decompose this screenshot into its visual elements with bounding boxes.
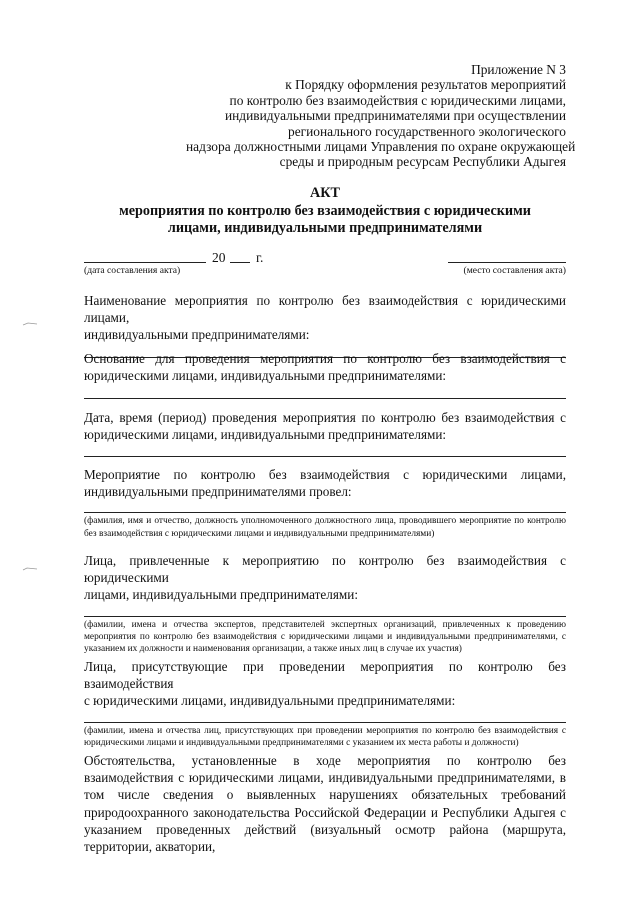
subtitle-line: мероприятия по контролю без взаимодействия с юридическими xyxy=(119,203,531,219)
section-present xyxy=(84,658,566,749)
section-text: Обстоятельства, установленные в ходе мероприятия по контролю без взаимодействия с юридическими лицами, индивидуальными предпринимателями, в том числе сведения о выявленных нарушениях обязательных требований природоохранного законодательства Российской Федерации и Республики Адыгея с указанием проведенных действий (визуальный осмотр района (маршрута, территории, акватории, xyxy=(84,753,566,855)
place-caption: (место составления акта) xyxy=(463,265,566,276)
section-text: Мероприятие по контролю без взаимодействия с юридическими лицами, xyxy=(84,467,566,482)
section-caption: (фамилии, имена и отчества экспертов, представителей экспертных организаций, привлеченных к проведению мероприятия по контролю без взаимодействия с юридическими лицами и индивидуальными предпринимателями, с указанием их должности и наименования организации, а также иных лиц в случае их участия) xyxy=(84,619,566,655)
subtitle-line: лицами, индивидуальными предпринимателями xyxy=(167,220,483,236)
section-text: лицами, индивидуальными предпринимателями: xyxy=(84,587,358,603)
section-conducted xyxy=(84,466,566,540)
section-datetime xyxy=(84,409,566,457)
section-circumstances xyxy=(84,752,566,855)
section-text: с юридическими лицами, индивидуальными предпринимателями: xyxy=(84,693,456,709)
date-place-line xyxy=(84,250,566,280)
appendix-line: Приложение N 3 xyxy=(471,62,566,77)
fill-line xyxy=(84,512,566,513)
appendix-line: регионального государственного экологического xyxy=(288,123,566,139)
section-text: Дата, время (период) проведения мероприятия по контролю без взаимодействия с xyxy=(84,410,566,425)
year-prefix: 20 xyxy=(212,250,226,265)
section-text: индивидуальными предпринимателями провел: xyxy=(84,484,352,500)
section-text: юридическими лицами, индивидуальными предпринимателями: xyxy=(84,368,447,384)
section-basis xyxy=(84,350,566,399)
section-name xyxy=(84,292,566,358)
section-text: Лица, привлеченные к мероприятию по контролю без взаимодействия с юридическими xyxy=(84,553,566,586)
fill-line xyxy=(84,456,566,457)
section-involved xyxy=(84,552,566,656)
date-caption: (дата составления акта) xyxy=(84,265,181,276)
appendix-header xyxy=(186,62,576,170)
section-text: Лица, присутствующие при проведении мероприятия по контролю без взаимодействия xyxy=(84,659,566,692)
appendix-line: к Порядку оформления результатов мероприятий xyxy=(285,77,566,93)
date-blank-line xyxy=(84,262,206,263)
document-subtitle xyxy=(84,203,566,237)
place-blank-line xyxy=(448,262,566,263)
appendix-line: по контролю без взаимодействия с юридическими лицами, xyxy=(229,92,566,108)
appendix-line: среды и природным ресурсам Республики Адыгея xyxy=(279,154,566,170)
section-caption: (фамилия, имя и отчество, должность уполномоченного должностного лица, проводившего мероприятие по контролю без взаимодействия с юридическими лицами и индивидуальными предпринимателями) xyxy=(84,516,566,539)
section-text: индивидуальными предпринимателями: xyxy=(84,327,310,343)
document-title: АКТ xyxy=(310,185,340,201)
section-text: Наименование мероприятия по контролю без взаимодействия с юридическими лицами, xyxy=(84,293,566,326)
section-caption: (фамилии, имена и отчества лиц, присутствующих при проведении мероприятия по контролю без взаимодействия с юридическими лицами и индивидуальными предпринимателями с указанием их места работы и должности) xyxy=(84,725,566,749)
fill-line xyxy=(84,722,566,723)
section-text: юридическими лицами, индивидуальными предпринимателями: xyxy=(84,427,447,443)
scan-mark xyxy=(22,322,38,326)
section-text: Основание для проведения мероприятия по контролю без взаимодействия с xyxy=(84,351,566,366)
fill-line xyxy=(84,616,566,617)
appendix-line: индивидуальными предпринимателями при осуществлении xyxy=(224,108,566,124)
fill-line xyxy=(84,398,566,399)
appendix-line: надзора должностными лицами Управления по охране окружающей xyxy=(186,139,576,155)
year-suffix: г. xyxy=(256,250,264,265)
scan-mark xyxy=(22,567,38,571)
year-blank-line xyxy=(230,262,250,263)
